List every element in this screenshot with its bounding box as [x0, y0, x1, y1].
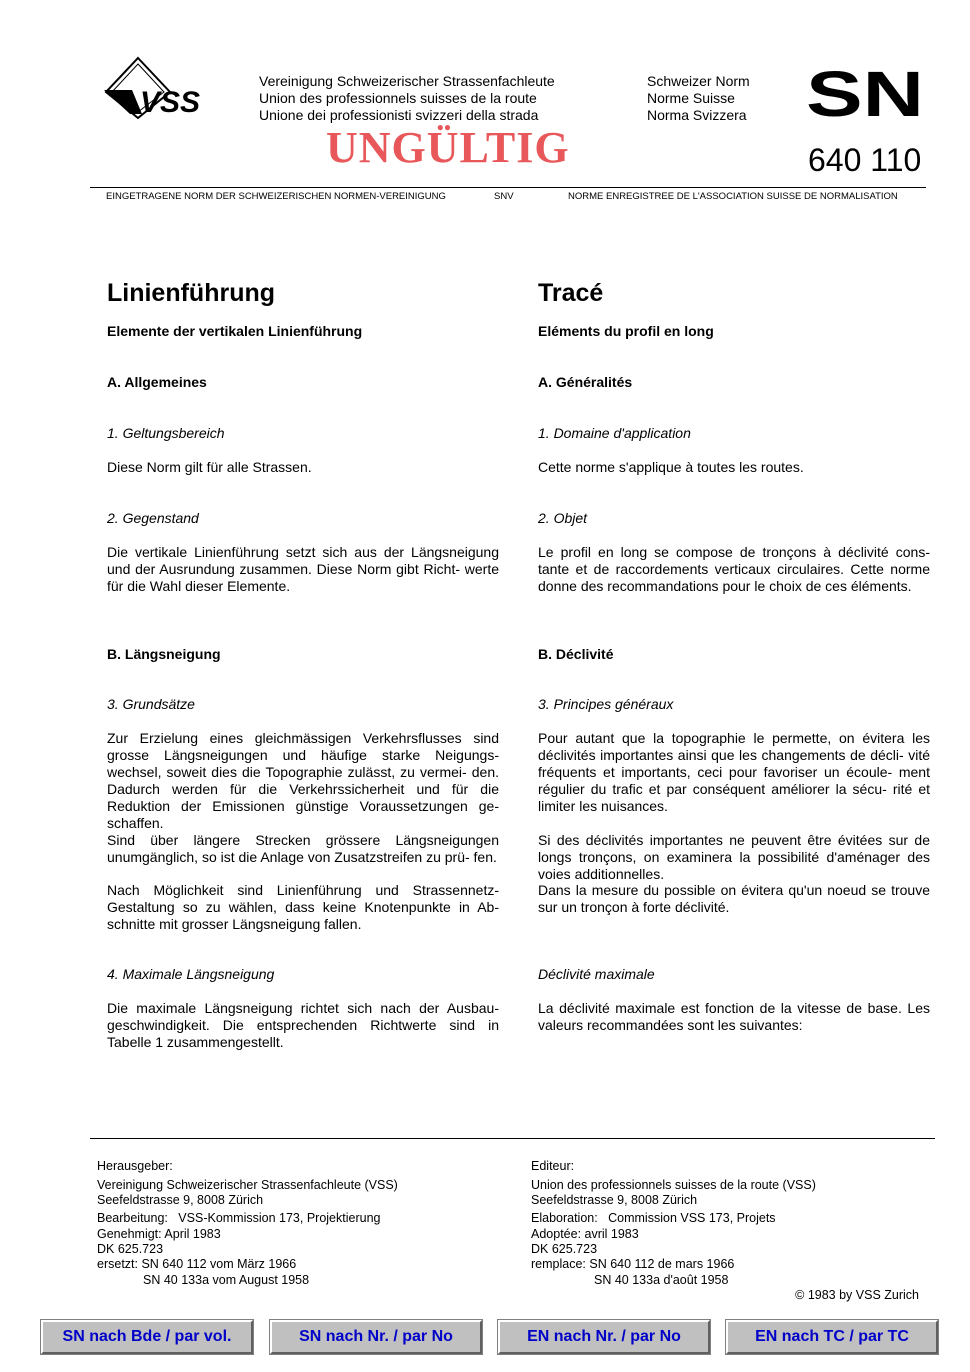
org-names	[259, 73, 555, 124]
s3-title-de: 3. Grundsätze	[107, 696, 195, 712]
registered-note-snv: SNV	[494, 191, 514, 202]
section-b-de: B. Längsneigung	[107, 646, 221, 662]
dk-de: DK 625.723	[97, 1242, 164, 1256]
s3-paragraph-3-de: Nach Möglichkeit sind Linienführung und Strassennetz- Gestaltung so zu wählen, dass keine Knotenpunkte in Ab- schnitte mit grosser Längsneigung fallen.	[107, 882, 499, 932]
s1-text-de: Diese Norm gilt für alle Strassen.	[107, 459, 312, 475]
footer-divider	[90, 1138, 935, 1139]
norm-type-it: Norma Svizzera	[647, 107, 747, 123]
header-divider	[90, 187, 926, 188]
sn-logo	[806, 68, 926, 125]
section-a-de: A. Allgemeines	[107, 374, 207, 390]
section-a-fr: A. Généralités	[538, 374, 633, 390]
norm-type-de: Schweizer Norm	[647, 73, 750, 89]
replaces-2-fr: SN 40 133a d'août 1958	[594, 1273, 729, 1287]
s2-text-de: Die vertikale Linienführung setzt sich aus der Längsneigung und der Ausrundung zusammen. Diese Norm gibt Richt- werte für die Wahl dieser Elemente.	[107, 544, 499, 594]
org-name-fr: Union des professionnels suisses de la route	[259, 90, 537, 106]
editing-fr: Elaboration: Commission VSS 173, Projets	[531, 1211, 776, 1225]
subtitle-fr: Eléments du profil en long	[538, 323, 714, 339]
norm-type-fr: Norme Suisse	[647, 90, 735, 106]
publisher-address-fr: Seefeldstrasse 9, 8008 Zürich	[531, 1193, 698, 1207]
publisher-label-de: Herausgeber:	[97, 1159, 173, 1173]
vss-logo	[104, 56, 244, 127]
nav-sn-by-number-button[interactable]: SN nach Nr. / par No	[270, 1320, 482, 1354]
replaces-1-fr: remplace: SN 640 112 de mars 1966	[531, 1257, 735, 1271]
s2-text-fr: Le profil en long se compose de tronçons à déclivité cons- tante et de raccordements verticaux circulaires. Cette norme donne des recommandations pour le choix de ces éléments.	[538, 544, 930, 594]
replaces-2-de: SN 40 133a vom August 1958	[143, 1273, 310, 1287]
nav-sn-by-volume-button[interactable]: SN nach Bde / par vol.	[41, 1320, 253, 1354]
s1-title-de: 1. Geltungsbereich	[107, 425, 225, 441]
registered-note-fr: NORME ENREGISTREE DE L'ASSOCIATION SUISSE DE NORMALISATION	[568, 191, 898, 202]
subtitle-de: Elemente der vertikalen Linienführung	[107, 323, 363, 339]
s1-text-fr: Cette norme s'applique à toutes les routes.	[538, 459, 804, 475]
invalid-stamp: UNGÜLTIG	[326, 123, 570, 172]
editing-de: Bearbeitung: VSS-Kommission 173, Projektierung	[97, 1211, 381, 1225]
org-name-de: Vereinigung Schweizerischer Strassenfachleute	[259, 73, 555, 89]
svg-text:VSS: VSS	[140, 86, 201, 119]
approved-fr: Adoptée: avril 1983	[531, 1227, 639, 1241]
s1-title-fr: 1. Domaine d'application	[538, 425, 691, 441]
title-de: Linienführung	[107, 279, 276, 307]
s4-text-de: Die maximale Längsneigung richtet sich nach der Ausbau- geschwindigkeit. Die entsprechenden Richtwerte sind in Tabelle 1 zusammengestellt.	[107, 1000, 499, 1050]
title-fr: Tracé	[538, 279, 604, 307]
nav-en-by-tc-button[interactable]: EN nach TC / par TC	[726, 1320, 938, 1354]
s4-text-fr: La déclivité maximale est fonction de la vitesse de base. Les valeurs recommandées sont les suivantes:	[538, 1000, 930, 1033]
s3-title-fr: 3. Principes généraux	[538, 696, 674, 712]
registered-note-de: EINGETRAGENE NORM DER SCHWEIZERISCHEN NORMEN-VEREINIGUNG	[106, 191, 446, 202]
publisher-label-fr: Editeur:	[531, 1159, 575, 1173]
s3-paragraph-2-fr: Si des déclivités importantes ne peuvent être évitées sur de longs tronçons, on examinera la possibilité d'aménager des voies additionnelles.	[538, 832, 930, 882]
publisher-address-de: Seefeldstrasse 9, 8008 Zürich	[97, 1193, 264, 1207]
s3-paragraph-2-de: Sind über längere Strecken grössere Längsneigungen unumgänglich, so ist die Anlage von Zusatzstreifen zu prü- fen.	[107, 832, 499, 865]
approved-de: Genehmigt: April 1983	[97, 1227, 221, 1241]
s2-title-de: 2. Gegenstand	[107, 510, 199, 526]
copyright: © 1983 by VSS Zurich	[795, 1288, 919, 1302]
nav-en-by-number-button[interactable]: EN nach Nr. / par No	[498, 1320, 710, 1354]
section-b-fr: B. Déclivité	[538, 646, 614, 662]
org-name-it: Unione dei professionisti svizzeri della strada	[259, 107, 539, 123]
s3-paragraph-3-fr: Dans la mesure du possible on évitera qu'un noeud se trouve sur un tronçon à forte déclivité.	[538, 882, 930, 915]
publisher-name-fr: Union des professionnels suisses de la route (VSS)	[531, 1178, 816, 1192]
dk-fr: DK 625.723	[531, 1242, 598, 1256]
svg-text:SN: SN	[806, 68, 924, 120]
s3-paragraph-1-de: Zur Erzielung eines gleichmässigen Verkehrsflusses sind grosse Längsneigungen und häufige starke Neigungs- wechsel, soweit dies die Topographie zulässt, zu vermei- den. Dadurch werden für die Verkehrssicherheit und für die Reduktion der Emissionen günstige Voraussetzungen ge- schaffen.	[107, 730, 499, 831]
norm-type	[647, 73, 750, 124]
s4-title-fr: Déclivité maximale	[538, 966, 655, 982]
s2-title-fr: 2. Objet	[538, 510, 588, 526]
s4-title-de: 4. Maximale Längsneigung	[107, 966, 275, 982]
publisher-name-de: Vereinigung Schweizerischer Strassenfachleute (VSS)	[97, 1178, 398, 1192]
norm-number: 640 110	[808, 142, 922, 178]
replaces-1-de: ersetzt: SN 640 112 vom März 1966	[97, 1257, 297, 1271]
s3-paragraph-1-fr: Pour autant que la topographie le permette, on évitera les déclivités importantes ainsi que les changements de décli- vité fréquents et importants, ceci pour favoriser un écoule- ment régulier du trafic et par conséquent améliorer la sécu- rité et limiter les nuisances.	[538, 730, 930, 814]
